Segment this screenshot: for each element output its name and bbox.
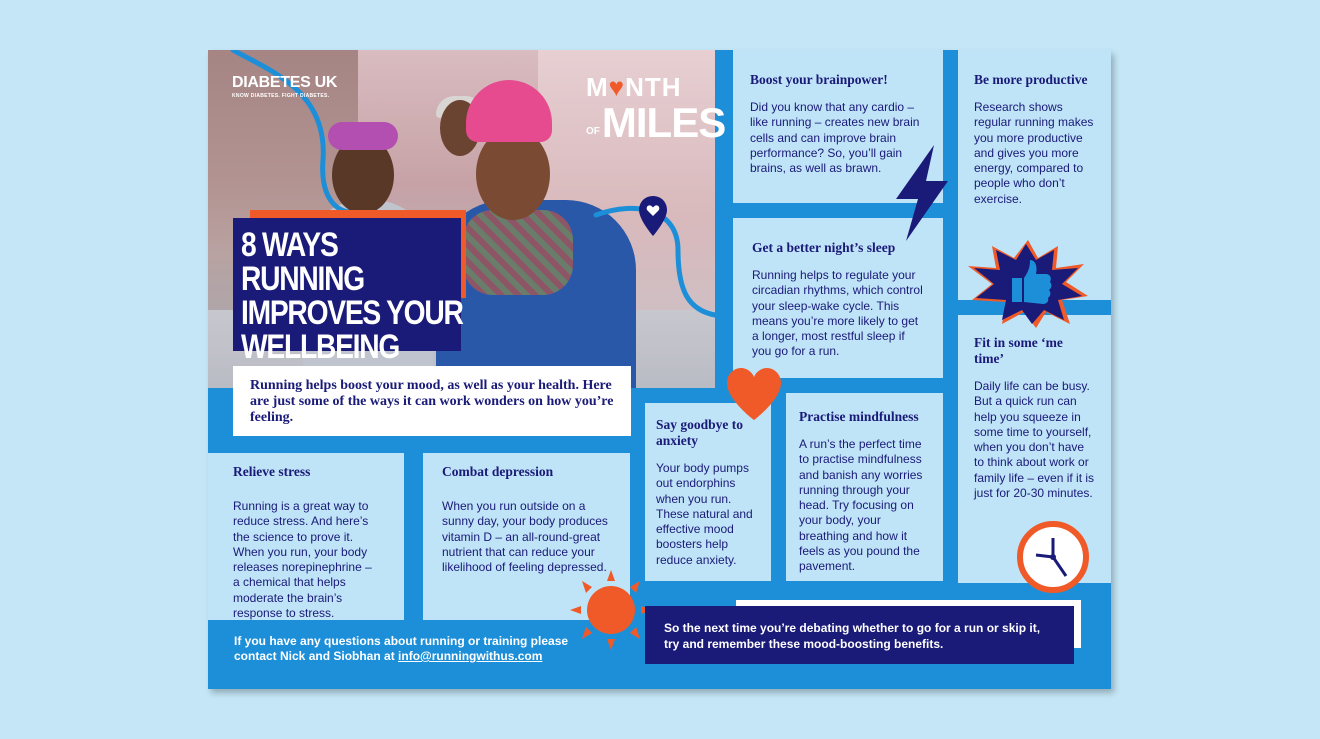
card-heading: Combat depression bbox=[442, 464, 554, 479]
lightning-icon bbox=[894, 143, 950, 243]
card-body: Running is a great way to reduce stress. And here’s the science to prove it. When you run, your body releases norepinephrine – a chemical that helps moderate the brain’s response to stress. bbox=[233, 499, 372, 621]
card-heading: Get a better night’s sleep bbox=[752, 240, 896, 255]
card-heading: Relieve stress bbox=[233, 464, 311, 479]
page-title: 8 WAYS RUNNING IMPROVES YOUR WELLBEING bbox=[241, 226, 463, 366]
intro-text: Running helps boost your mood, as well as your health. Here are just some of the ways it can work wonders on how you’re feeling. bbox=[233, 366, 631, 436]
heart-icon bbox=[725, 366, 783, 422]
card-body: When you run outside on a sunny day, your body produces vitamin D – an all-round-great nutrient that can reduce your likelihood of feeling depressed. bbox=[442, 499, 608, 575]
card-heading: Say goodbye to anxiety bbox=[656, 417, 744, 448]
infographic-sheet bbox=[208, 50, 1111, 689]
month-of-miles-logo bbox=[586, 72, 726, 146]
card-mindfulness bbox=[786, 393, 943, 581]
card-body: Did you know that any cardio – like running – creates new brain cells and can improve brain performance? So, you’ll gain brains, as well as brawn. bbox=[750, 100, 920, 176]
title-panel bbox=[233, 218, 463, 366]
card-heading: Be more productive bbox=[974, 72, 1088, 87]
campaign-nth: NTH bbox=[625, 72, 682, 102]
card-heading: Fit in some ‘me time’ bbox=[974, 335, 1063, 366]
location-pin-icon bbox=[638, 195, 668, 237]
campaign-m: M bbox=[586, 72, 609, 102]
card-body: Your body pumps out endorphins when you run. These natural and effective mood boosters help reduce anxiety. bbox=[656, 461, 753, 567]
clock-icon bbox=[1016, 520, 1090, 594]
footer-contact bbox=[234, 634, 594, 664]
card-body: Daily life can be busy. But a quick run can help you squeeze in some time to yourself, when you don’t have to think about work or family life – even if it is just for 20-30 minutes. bbox=[974, 379, 1095, 501]
card-heading: Boost your brainpower! bbox=[750, 72, 888, 87]
card-body: A run’s the perfect time to practise mindfulness and banish any worries running through your head. Try focusing on your body, your breathing and how it feels as you pound the pavement. bbox=[799, 437, 923, 574]
heart-icon: ♥ bbox=[608, 72, 626, 102]
footer-text: If you have any questions about running or training please contact Nick and Siobhan at bbox=[234, 634, 569, 663]
card-anxiety bbox=[645, 403, 771, 581]
diabetes-uk-logo bbox=[232, 74, 337, 99]
closing-message: So the next time you’re debating whether to go for a run or skip it, try and remember these mood-boosting benefits. bbox=[645, 606, 1074, 664]
email-link[interactable]: info@runningwithus.com bbox=[398, 649, 543, 663]
campaign-miles: MILES bbox=[601, 99, 726, 146]
card-heading: Practise mindfulness bbox=[799, 409, 919, 424]
logo-main-text: DIABETES UK bbox=[232, 74, 338, 91]
card-stress bbox=[208, 453, 404, 620]
card-body: Research shows regular running makes you more productive and gives you more energy, compared to people who don’t exercise. bbox=[974, 100, 1094, 206]
campaign-of: OF bbox=[586, 126, 600, 137]
card-body: Running helps to regulate your circadian rhythms, which control your sleep-wake cycle. This means you’re more likely to get a longer, most restful sleep if you go for a run. bbox=[752, 268, 923, 359]
logo-tagline: KNOW DIABETES. FIGHT DIABETES. bbox=[232, 93, 330, 99]
thumbs-up-icon bbox=[966, 238, 1090, 328]
